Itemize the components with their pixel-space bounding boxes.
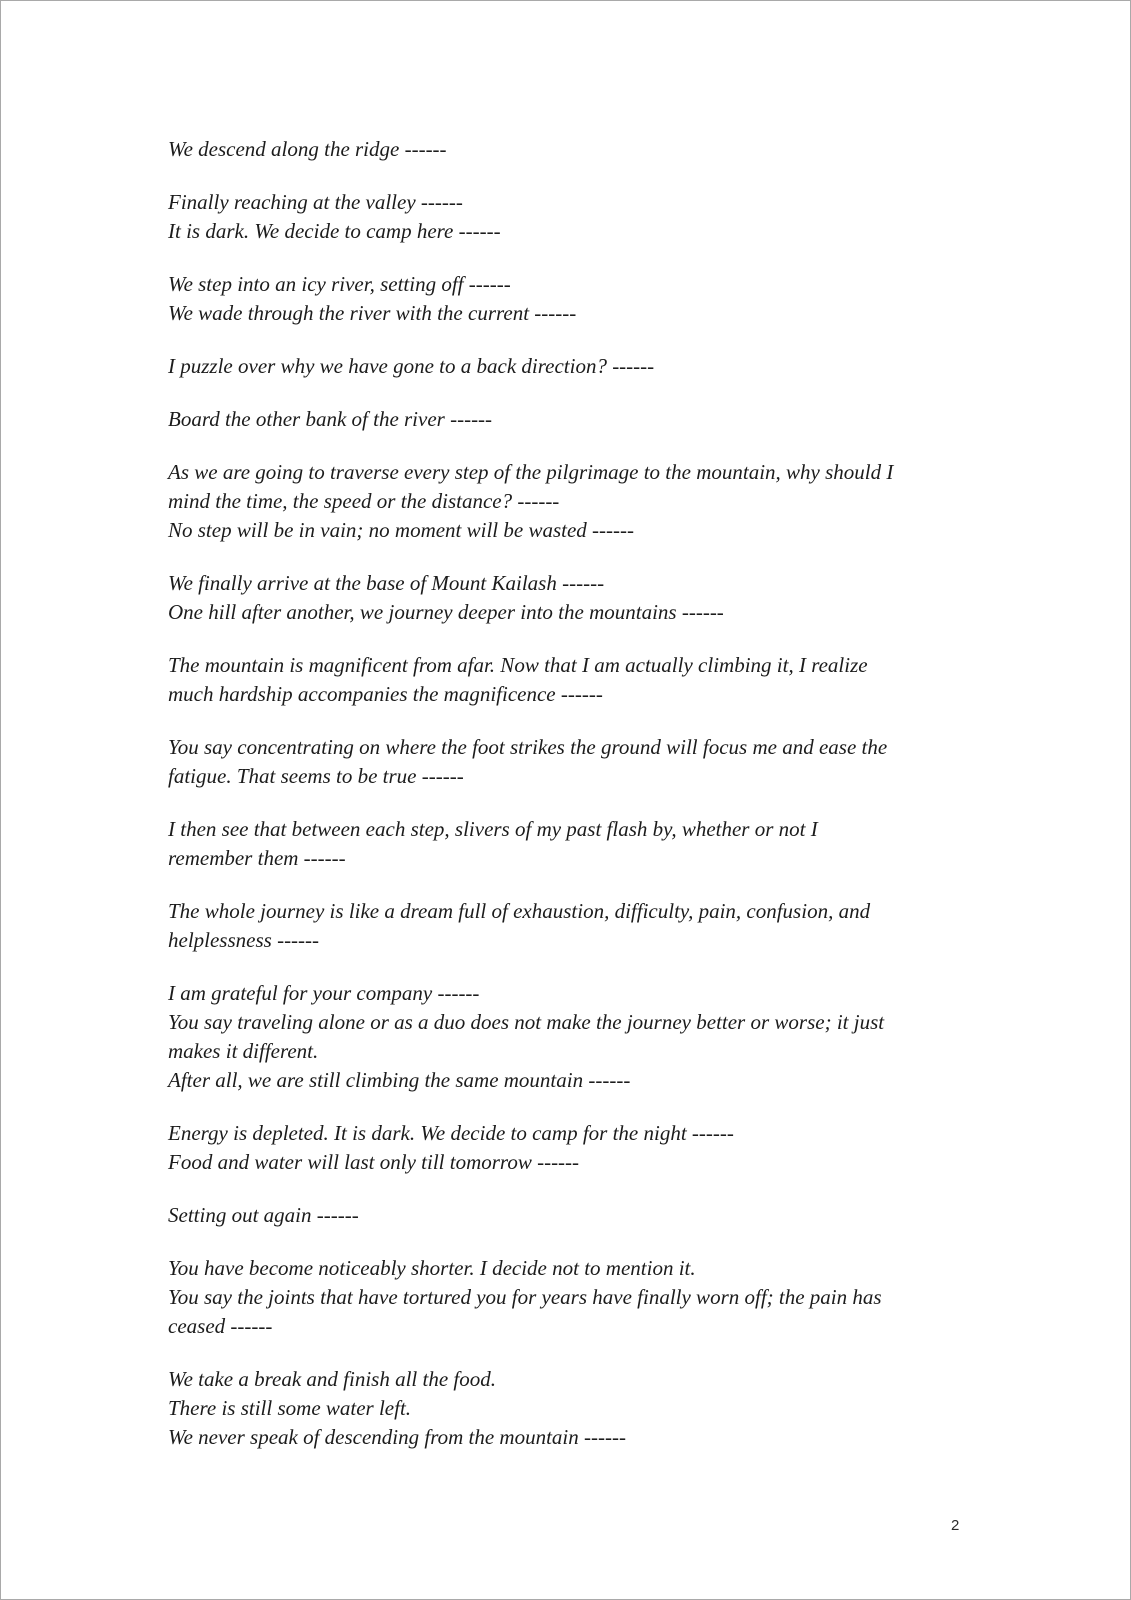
- poem-line: You have become noticeably shorter. I decide not to mention it.: [168, 1256, 696, 1280]
- poem-line: makes it different.: [168, 1039, 319, 1063]
- stanza: [168, 1119, 988, 1177]
- poem-line: ceased ------: [168, 1314, 273, 1338]
- poem-line: The mountain is magnificent from afar. Now that I am actually climbing it, I realize: [168, 653, 868, 677]
- poem-line: Finally reaching at the valley ------: [168, 190, 463, 214]
- poem-line: The whole journey is like a dream full of exhaustion, difficulty, pain, confusion, and: [168, 899, 871, 923]
- poem-line: Setting out again ------: [168, 1203, 359, 1227]
- poem-line: You say concentrating on where the foot strikes the ground will focus me and ease the: [168, 735, 888, 759]
- poem-line: mind the time, the speed or the distance? ------: [168, 489, 560, 513]
- poem-line: Food and water will last only till tomorrow ------: [168, 1150, 580, 1174]
- stanza: [168, 979, 988, 1095]
- stanza: [168, 405, 988, 434]
- poem-line: fatigue. That seems to be true ------: [168, 764, 464, 788]
- poem-line: We take a break and finish all the food.: [168, 1367, 496, 1391]
- poem-line: I am grateful for your company ------: [168, 981, 480, 1005]
- poem-line: We finally arrive at the base of Mount Kailash ------: [168, 571, 605, 595]
- poem-line: I puzzle over why we have gone to a back direction? ------: [168, 354, 655, 378]
- poem-line: You say traveling alone or as a duo does not make the journey better or worse; it just: [168, 1010, 885, 1034]
- poem-line: After all, we are still climbing the same mountain ------: [168, 1068, 631, 1092]
- poem-line: I then see that between each step, slivers of my past flash by, whether or not I: [168, 817, 818, 841]
- stanza: [168, 1365, 988, 1452]
- stanza: [168, 1201, 988, 1230]
- poem-line: No step will be in vain; no moment will be wasted ------: [168, 518, 635, 542]
- stanza: [168, 897, 988, 955]
- stanza: [168, 569, 988, 627]
- poem-line: remember them ------: [168, 846, 346, 870]
- stanza: [168, 1254, 988, 1341]
- poem-line: We descend along the ridge ------: [168, 137, 447, 161]
- poem-line: You say the joints that have tortured you for years have finally worn off; the pain has: [168, 1285, 882, 1309]
- stanza: [168, 270, 988, 328]
- stanza: [168, 815, 988, 873]
- poem-line: As we are going to traverse every step of the pilgrimage to the mountain, why should I: [168, 460, 894, 484]
- poem-line: Energy is depleted. It is dark. We decide to camp for the night ------: [168, 1121, 734, 1145]
- stanza: [168, 458, 988, 545]
- stanza: [168, 135, 988, 164]
- poem-line: We never speak of descending from the mountain ------: [168, 1425, 626, 1449]
- poem-line: We step into an icy river, setting off ------: [168, 272, 511, 296]
- stanza: [168, 352, 988, 381]
- poem-line: There is still some water left.: [168, 1396, 412, 1420]
- poem-line: We wade through the river with the current ------: [168, 301, 577, 325]
- stanza: [168, 733, 988, 791]
- poem-text-block: [168, 135, 988, 1476]
- poem-line: One hill after another, we journey deeper into the mountains ------: [168, 600, 724, 624]
- poem-line: Board the other bank of the river ------: [168, 407, 493, 431]
- stanza: [168, 188, 988, 246]
- page-number: 2: [951, 1517, 960, 1534]
- stanza: [168, 651, 988, 709]
- poem-line: much hardship accompanies the magnificence ------: [168, 682, 603, 706]
- poem-line: It is dark. We decide to camp here ------: [168, 219, 501, 243]
- poem-line: helplessness ------: [168, 928, 320, 952]
